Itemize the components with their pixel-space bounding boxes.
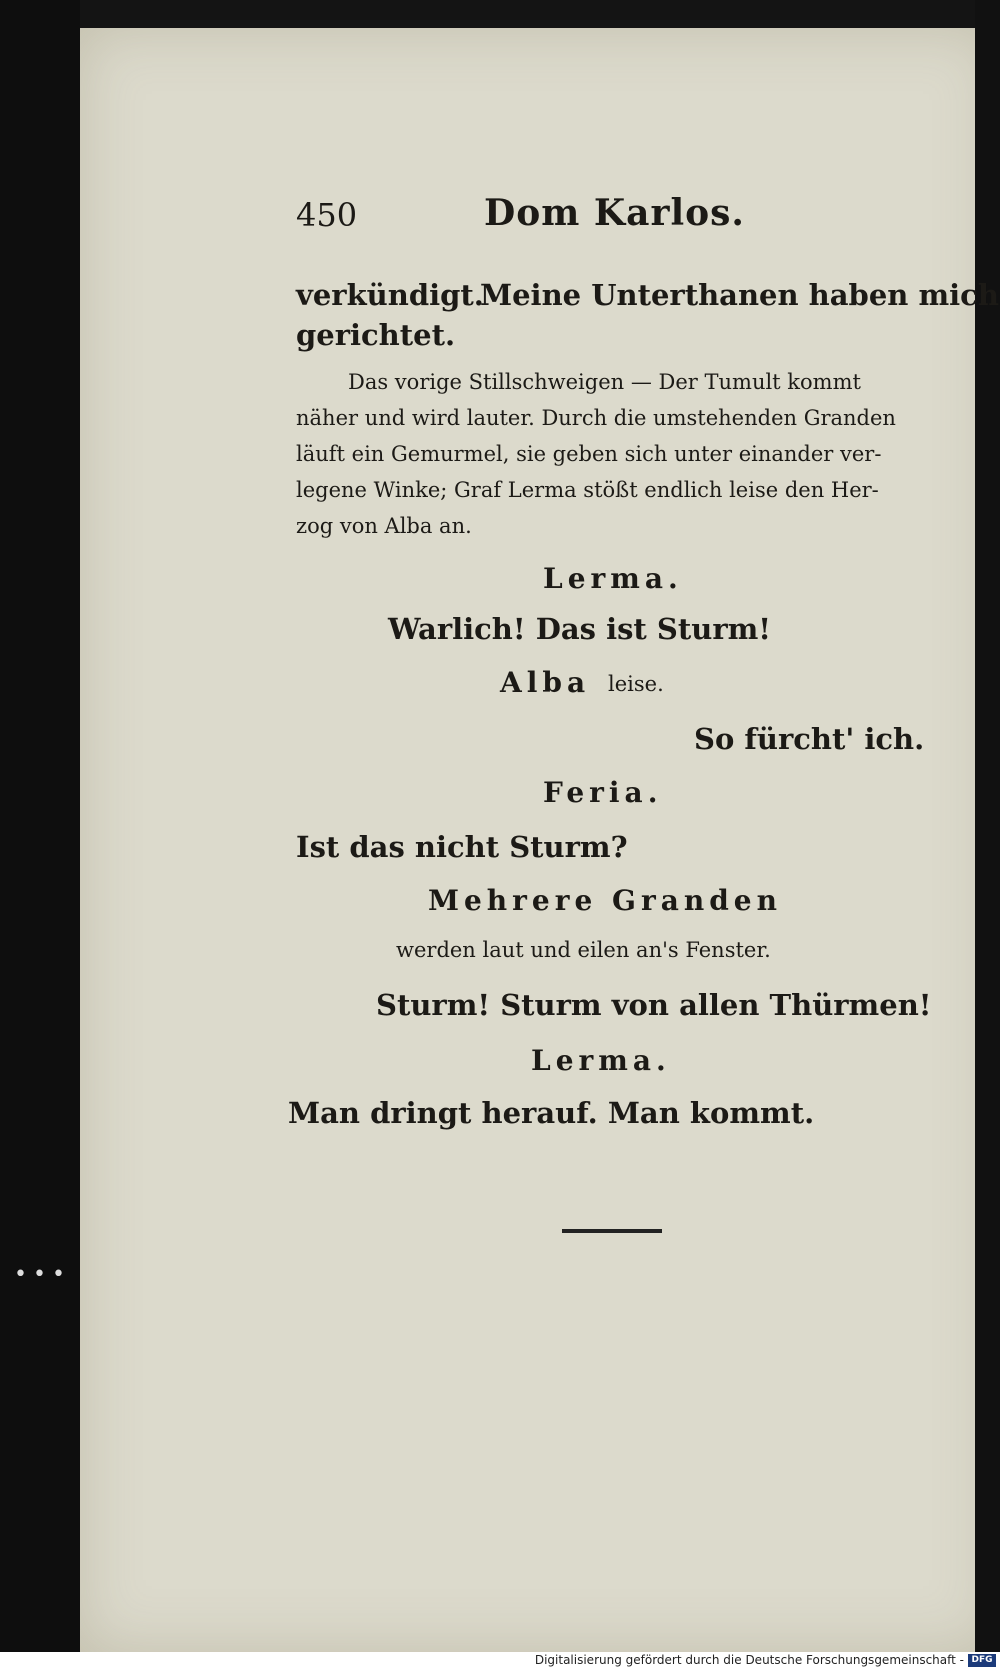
stage-direction-line: Das vorige Stillschweigen — Der Tumult kommt [348, 370, 861, 394]
verse-line: Warlich! Das ist Sturm! [388, 612, 772, 646]
verse-line: gerichtet. [296, 318, 456, 352]
speaker-name: Lerma. [543, 562, 683, 595]
verse-line: Meine Unterthanen haben mich [480, 278, 999, 312]
verse-line: Man dringt herauf. Man kommt. [288, 1096, 815, 1130]
dfg-logo: DFG [968, 1654, 996, 1667]
end-rule [562, 1229, 662, 1233]
verse-line: So fürcht' ich. [694, 722, 925, 756]
verse-line: verkündigt. [296, 278, 484, 312]
scan-margin-right [975, 0, 1000, 1652]
page-number: 450 [296, 196, 358, 234]
verse-line: Sturm! Sturm von allen Thürmen! [376, 988, 932, 1022]
footer-credit: Digitalisierung gefördert durch die Deutsche Forschungsgemeinschaft - [534, 1653, 964, 1667]
ellipsis-icon: ••• [14, 1262, 71, 1287]
speaker-name: Mehrere Granden [428, 884, 782, 917]
running-title: Dom Karlos. [484, 192, 745, 234]
footer-bar [0, 1652, 1000, 1670]
scan-margin-left [0, 0, 80, 1652]
stage-direction-line: zog von Alba an. [296, 514, 472, 538]
speaker-name: Feria. [543, 776, 663, 809]
speaker-name: Lerma. [531, 1044, 671, 1077]
stage-direction: werden laut und eilen an's Fenster. [396, 938, 771, 962]
stage-direction-line: näher und wird lauter. Durch die umstehenden Granden [296, 406, 896, 430]
stage-direction: leise. [608, 672, 664, 696]
stage-direction-line: läuft ein Gemurmel, sie geben sich unter einander ver- [296, 442, 882, 466]
stage-direction-line: legene Winke; Graf Lerma stößt endlich leise den Her- [296, 478, 879, 502]
verse-line: Ist das nicht Sturm? [296, 830, 628, 864]
speaker-name: Alba [500, 666, 591, 699]
